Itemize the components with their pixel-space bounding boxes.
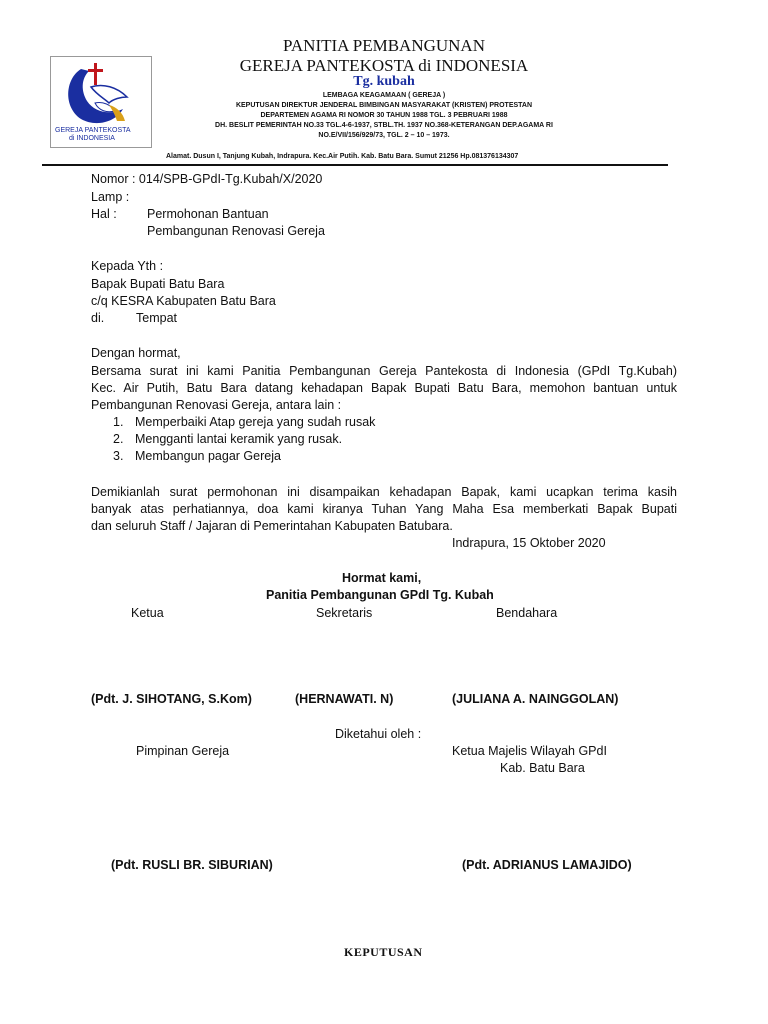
paragraph-1-line-3: Pembangunan Renovasi Gereja, antara lain : [91, 398, 342, 412]
list-item-number: 2. [113, 432, 124, 446]
recipient-line-1: Kepada Yth : [91, 259, 164, 273]
logo-caption-2: di INDONESIA [69, 135, 115, 142]
closing-committee: Panitia Pembangunan GPdI Tg. Kubah [266, 588, 494, 602]
letterhead-small-4: DH. BESLIT PEMERINTAH NO.33 TGL.4-6-1937, STBL.TH. 1937 NO.368-KETERANGAN DEP.AGAMA RI [215, 122, 553, 129]
list-item-text: Membangun pagar Gereja [135, 449, 281, 463]
paragraph-2-line-2: banyak atas perhatiannya, doa kami kiranya Tuhan Yang Maha Esa memberkati Bapak Bupati [91, 502, 677, 516]
signer-name-majelis: (Pdt. ADRIANUS LAMAJIDO) [462, 858, 632, 872]
list-item-text: Memperbaiki Atap gereja yang sudah rusak [135, 415, 376, 429]
letterhead-small-1: LEMBAGA KEAGAMAAN ( GEREJA ) [322, 92, 446, 99]
acknowledged-by: Diketahui oleh : [335, 727, 422, 741]
list-item [113, 432, 342, 446]
letterhead-title-3: Tg. kubah [353, 74, 415, 89]
letter-subject-line-1: Permohonan Bantuan [147, 207, 269, 221]
recipient-di: di. [91, 311, 105, 325]
letterhead-address: Alamat. Dusun I, Tanjung Kubah, Indrapura. Kec.Air Putih. Kab. Batu Bara. Sumut 21256 Hp.081376134307 [166, 153, 519, 160]
recipient-line-2: Bapak Bupati Batu Bara [91, 277, 225, 291]
letter-number: Nomor : 014/SPB-GPdI-Tg.Kubah/X/2020 [91, 172, 323, 186]
signer-role-pimpinan: Pimpinan Gereja [136, 744, 230, 758]
recipient-place: Tempat [136, 311, 177, 325]
signer-name-sekretaris: (HERNAWATI. N) [295, 692, 394, 706]
paragraph-1-line-1: Bersama surat ini kami Panitia Pembangunan Gereja Pantekosta di Indonesia (GPdI Tg.Kubah) [91, 364, 677, 378]
letterhead-small-2: KEPUTUSAN DIREKTUR JENDERAL BIMBINGAN MASYARAKAT (KRISTEN) PROTESTAN [235, 102, 533, 109]
letter-date: Indrapura, 15 Oktober 2020 [452, 536, 606, 550]
letterhead-small-3: DEPARTEMEN AGAMA RI NOMOR 30 TAHUN 1988 TGL. 3 PEBRUARI 1988 [260, 112, 508, 119]
paragraph-2-line-1: Demikianlah surat permohonan ini disampaikan kehadapan Bapak, kami ucapkan terima kasih [91, 485, 677, 499]
list-item-number: 3. [113, 449, 124, 463]
signer-role-bendahara: Bendahara [496, 606, 558, 620]
list-item [113, 449, 281, 463]
paragraph-1-line-2: Kec. Air Putih, Batu Bara datang kehadapan Bapak Bupati Batu Bara, memohon bantuan untuk [91, 381, 677, 395]
signer-role-ketua-majelis: Ketua Majelis Wilayah GPdI [452, 744, 607, 758]
signer-name-bendahara: (JULIANA A. NAINGGOLAN) [452, 692, 619, 706]
signer-name-pimpinan: (Pdt. RUSLI BR. SIBURIAN) [111, 858, 273, 872]
letterhead-divider [42, 164, 668, 166]
signer-name-ketua: (Pdt. J. SIHOTANG, S.Kom) [91, 692, 252, 706]
signer-role-sekretaris: Sekretaris [316, 606, 373, 620]
letterhead-small-5: NO.E/VII/156/929/73, TGL. 2 – 10 – 1973. [318, 132, 450, 139]
letter-subject-label: Hal : [91, 207, 117, 221]
closing-hormat: Hormat kami, [342, 571, 422, 585]
signer-role-ketua: Ketua [131, 606, 164, 620]
list-item-number: 1. [113, 415, 124, 429]
list-item [113, 415, 375, 429]
letter-attachment: Lamp : [91, 190, 130, 204]
list-item-text: Mengganti lantai keramik yang rusak. [135, 432, 343, 446]
paragraph-2-line-3: dan seluruh Staff / Jajaran di Pemerintahan Kabupaten Batubara. [91, 519, 453, 533]
logo-caption-1: GEREJA PANTEKOSTA [55, 127, 131, 134]
next-page-heading: KEPUTUSAN [344, 945, 423, 959]
signer-role-kabupaten: Kab. Batu Bara [500, 761, 585, 775]
letterhead-title-1: PANITIA PEMBANGUNAN [283, 36, 485, 55]
letter-subject-line-2: Pembangunan Renovasi Gereja [147, 224, 325, 238]
church-logo [50, 56, 152, 148]
recipient-line-3: c/q KESRA Kabupaten Batu Bara [91, 294, 276, 308]
salutation: Dengan hormat, [91, 346, 181, 360]
letterhead-title-2: GEREJA PANTEKOSTA di INDONESIA [239, 56, 529, 75]
